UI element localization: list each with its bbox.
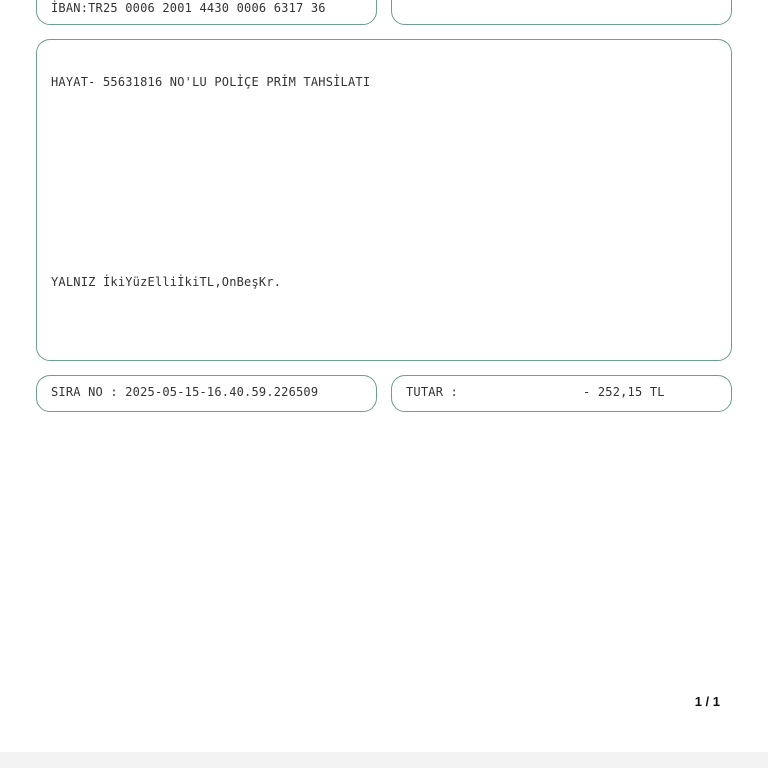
amount-in-words: YALNIZ İkiYüzElliİkiTL,OnBeşKr. [51,275,282,289]
page-number: 1 / 1 [694,694,720,709]
viewer-bottom-bar [0,752,768,768]
sira-no-box [36,375,377,412]
transaction-detail-box [36,39,732,361]
iban-text: İBAN:TR25 0006 2001 4430 0006 6317 36 [51,1,326,15]
tutar-label: TUTAR : [406,385,458,399]
sira-no-text: SIRA NO : 2025-05-15-16.40.59.226509 [51,385,319,399]
transaction-description: HAYAT- 55631816 NO'LU POLİÇE PRİM TAHSİLATI [51,75,371,89]
tutar-box [391,375,732,412]
iban-box [36,0,377,25]
tutar-value: - 252,15 TL [583,385,665,399]
top-right-box [391,0,732,25]
